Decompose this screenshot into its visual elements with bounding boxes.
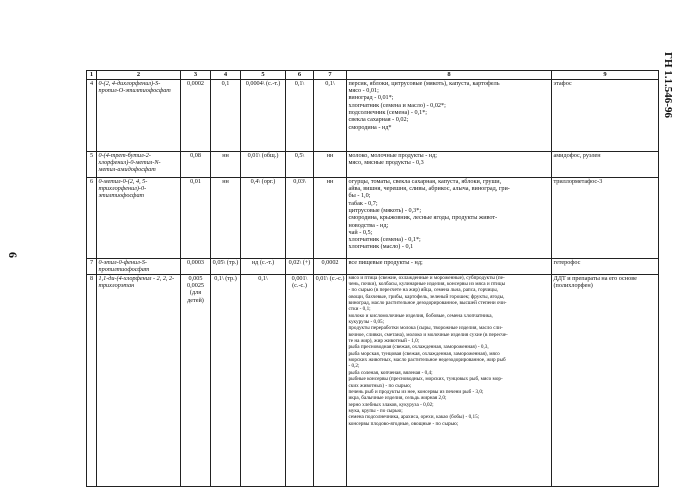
value-cell: 0,1\ [241,274,286,486]
header-cell: 4 [211,71,241,80]
trade-name-cell: этафос [552,79,659,151]
substance-name: 0-(4-трет-бутил-2-хлорфенил)-0-метил-N-метил-амидофосфат [97,151,181,177]
product-line: свекла сахарная - 0,02; [348,116,409,124]
product-line: овощи, бахчевые, грибы, картофель, зеленый горошек; фрукты, ягоды, [348,293,505,300]
value-cell: 0,08 [181,151,211,177]
header-cell: 3 [181,71,211,80]
product-line: семена подсолнечника, арахиса, орехи, какао (бобы) - 0,15; [348,414,480,421]
header-cell: 6 [286,71,314,80]
value-cell: 0,0002 [181,79,211,151]
product-line: огурцы, томаты, свекла сахарная, капуста, яблоки, груши, [348,177,502,185]
product-line: стки - 0,1; [348,306,371,313]
value-cell: 0,001\ (с.-с.) [286,274,314,486]
food-products-list [347,79,552,151]
product-line: рыба пресноводная (свежая, охлажденная, замороженная) - 0,3, [348,344,489,351]
product-line: рыба соленая, копченая, вяленая - 0,4; [348,369,433,376]
product-line: молоко и кисломолочные изделия, бобовые, семена хлопчатника, [348,312,493,319]
product-line: - по сырью (в пересчете на жир) яйца, семена льна, рапса, горчицы, [348,287,498,294]
value-cell: нд (с.-т.) [241,258,286,274]
trade-name-cell: амидофос, руэлен [552,151,659,177]
header-cell: 8 [347,71,552,80]
trade-name-cell: триллорметафос-3 [552,177,659,258]
value-cell: 0,1 [211,79,241,151]
value-cell: 0,1\ [286,79,314,151]
value-cell: 0,05\ (тр.) [211,258,241,274]
value-cell: нн [211,177,241,258]
product-line: ских животных) - по сырью; [348,382,412,389]
product-line: хлопчатник (масло) - 0,1 [348,243,414,251]
header-cell: 2 [97,71,181,80]
row-number: 4 [87,79,97,151]
product-line: рыбные консервы (пресноводных, морских, тунцовых рыб, мясо мор- [348,376,503,383]
table-row [87,79,659,151]
product-line: смородина, крыжовник, лесные ягоды, продукты живот- [348,214,498,222]
product-line: подсолнечник (семена) - 0,1*; [348,108,428,116]
value-cell: 0,0002 [314,258,347,274]
value-cell: 0,0004\ (с.-т.) [241,79,286,151]
table-row [87,274,659,486]
value-cell: 0,03\ [286,177,314,258]
product-line: рыба морская, тунцовая (свежая, охлажденная, замороженная), мясо [348,350,500,357]
product-line: вочное, сливки, сметана), молоко и молочные изделия сухие (в пересче- [348,331,508,338]
row-number: 7 [87,258,97,274]
product-line: кукурузы - 0,05; [348,319,385,326]
value-cell: 0,005 0,0025 (для детей) [181,274,211,486]
product-line: морских животных, масло растительное недезодорированное, жир рыб [348,357,506,364]
value-cell: нн [211,151,241,177]
table-row [87,177,659,258]
value-cell: 0,01\ (с.-с.) [314,274,347,486]
table-row [87,151,659,177]
product-line: бы - 1,0; [348,192,371,200]
product-line: печень рыб и продукты из нее, консервы из печени рыб - 3,0; [348,388,484,395]
product-line: мясо, мясные продукты - 0,3 [348,158,424,166]
product-line: хлопчатник (семена и масло) - 0,02*; [348,101,446,109]
food-products-list [347,177,552,258]
product-line: те на жир), жир животный - 1,0; [348,338,420,345]
product-line: цитрусовые (мякоть) - 0,3*; [348,206,422,214]
value-cell: нн [314,177,347,258]
regulation-table [86,70,659,487]
document-code: ГН 1.1.546-96 [662,52,674,118]
substance-name: 1,1-ди-(4-хлорфенил - 2, 2, 2-трихлорэтан [97,274,181,486]
trade-name-cell: ДДТ и препараты на его основе (полихлорфен) [552,274,659,486]
header-cell: 9 [552,71,659,80]
header-cell: 5 [241,71,286,80]
value-cell: нн [314,151,347,177]
value-cell: 0,1\ (тр.) [211,274,241,486]
value-cell: 0,02\ (+) [286,258,314,274]
substance-name: 0-этил-0-фенил-S-пропилтиофосфат [97,258,181,274]
product-line: мясо - 0,01; [348,86,379,94]
substance-name: 0-(2, 4-дихлорфенил)-S-пропил-О-этилтиофосфат [97,79,181,151]
product-line: зерно хлебных злаков, кукуруза - 0,02; [348,401,434,408]
product-line: все пищевые продукты - нд; [348,258,423,266]
value-cell: 0,0003 [181,258,211,274]
product-line: мука, крупы - по сырью; [348,407,403,414]
product-line: хлопчатник (семена) - 0,1*; [348,236,421,244]
header-row [87,71,659,80]
row-number: 5 [87,151,97,177]
substance-name: 0-метил-0-(2, 4, 5-трихлорфенил)-0-этилтиофосфат [97,177,181,258]
product-line: мясо и птица (свежие, охлажденные и мороженные), субпродукты (пе- [348,274,505,281]
product-line: табак - 0,7; [348,199,378,207]
product-line: персик, яблоки, цитрусовые (мякоть), капуста, картофель [348,79,500,87]
table-row [87,258,659,274]
product-line: консервы плодово-ягодные, овощные - по сырью; [348,420,459,427]
value-cell: 0,4\ (орг.) [241,177,286,258]
product-line: икра, балычные изделия, сельдь жирная 2,0; [348,395,447,402]
value-cell: 0,01 [181,177,211,258]
product-line: айва, вишня, черешня, сливы, абрикос, алыча, виноград, гри- [348,184,510,192]
product-line: молоко, молочные продукты - нд; [348,151,437,159]
product-line: чай - 0,5; [348,228,373,236]
product-line: новодства - нд; [348,221,389,229]
product-line: продукты переработки молока (сыры, творожные изделия, масло сли- [348,325,503,332]
header-cell: 1 [87,71,97,80]
product-line: - 0,2; [348,363,360,370]
product-line: чень, почки), колбасы, кулинарные изделия, консервы из мяса и птицы [348,281,506,287]
food-products-list [347,258,552,274]
trade-name-cell: гетерофос [552,258,659,274]
product-line: виноград - 0,01*; [348,94,394,102]
row-number: 8 [87,274,97,486]
food-products-list [347,274,552,486]
food-products-list [347,151,552,177]
page-number: 6 [6,252,20,258]
value-cell: 0,01\ (общ.) [241,151,286,177]
value-cell: 0,1\ [314,79,347,151]
header-cell: 7 [314,71,347,80]
value-cell: 0,5\ [286,151,314,177]
row-number: 6 [87,177,97,258]
product-line: смородина - нд* [348,123,392,131]
product-line: виноград, масло растительное дезодорированное, высшей степени очи- [348,300,507,307]
